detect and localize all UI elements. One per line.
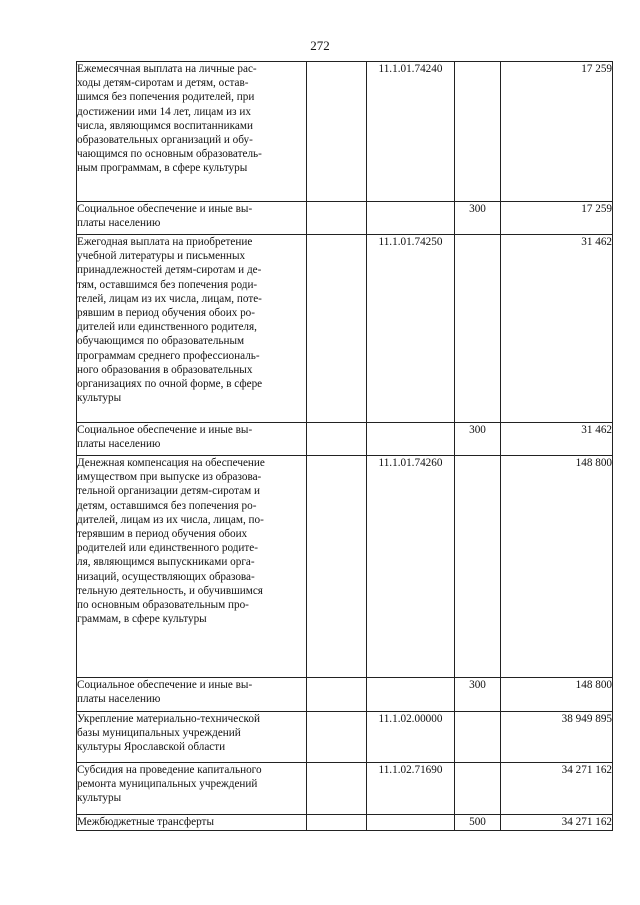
name-line: платы населению: [77, 693, 161, 706]
cell-blank: [307, 456, 367, 678]
table-row: [77, 678, 613, 712]
cell-blank: [307, 423, 367, 456]
table-row: [77, 62, 613, 202]
cell-name: [77, 235, 307, 423]
cell-name: [77, 423, 307, 456]
cell-expense-type: [455, 456, 501, 678]
cell-amount: 31 462: [501, 235, 613, 423]
name-line: ходы детям-сиротам и детям, остав-: [77, 77, 249, 90]
name-line: граммам, в сфере культуры: [77, 613, 207, 626]
cell-name: [77, 678, 307, 712]
cell-amount: 148 800: [501, 456, 613, 678]
cell-amount: 17 259: [501, 62, 613, 202]
name-line: платы населению: [77, 438, 161, 451]
cell-name: [77, 202, 307, 235]
name-line: программам среднего профессиональ-: [77, 349, 260, 362]
cell-expense-type: 500: [455, 815, 501, 831]
cell-expense-type: [455, 62, 501, 202]
cell-amount: 38 949 895: [501, 712, 613, 763]
name-line: ным программам, в сфере культуры: [77, 162, 248, 175]
name-line: тельную деятельность, и обучившимся: [77, 584, 263, 597]
cell-blank: [307, 62, 367, 202]
cell-blank: [307, 678, 367, 712]
name-line: детям, оставшимся без попечения ро-: [77, 499, 257, 512]
name-line: низаций, осуществляющих образова-: [77, 570, 255, 583]
name-line: чающимся по основным образователь-: [77, 148, 262, 161]
name-line: Социальное обеспечение и иные вы-: [77, 424, 253, 436]
name-line: принадлежностей детям-сиротам и де-: [77, 264, 262, 277]
cell-expense-type: 300: [455, 423, 501, 456]
name-line: телей, лицам из их числа, лицам, поте-: [77, 292, 262, 305]
name-line: культуры: [77, 392, 122, 405]
name-line: платы населению: [77, 217, 161, 230]
cell-amount: 34 271 162: [501, 815, 613, 831]
name-line: культуры Ярославской области: [77, 741, 226, 754]
name-line: тям, оставшимся без попечения роди-: [77, 278, 258, 291]
cell-name: [77, 62, 307, 202]
name-line: Ежемесячная выплата на личные рас-: [77, 63, 257, 75]
cell-expense-type: 300: [455, 202, 501, 235]
budget-table: [76, 61, 613, 831]
cell-code: 11.1.02.00000: [367, 712, 455, 763]
name-line: ля, являющимся выпускниками орга-: [77, 556, 255, 569]
cell-expense-type: [455, 235, 501, 423]
cell-name: [77, 456, 307, 678]
cell-code: [367, 678, 455, 712]
cell-expense-type: [455, 763, 501, 815]
table-row: [77, 235, 613, 423]
name-line: Денежная компенсация на обеспечение: [77, 457, 265, 469]
name-line: обучающимся по образовательным: [77, 335, 245, 348]
name-line: достижении ими 14 лет, лицам из их: [77, 105, 251, 118]
name-line: по основным образовательным про-: [77, 599, 249, 612]
cell-code: [367, 423, 455, 456]
cell-code: 11.1.01.74260: [367, 456, 455, 678]
cell-blank: [307, 815, 367, 831]
name-line: Межбюджетные трансферты: [77, 816, 214, 828]
cell-amount: 34 271 162: [501, 763, 613, 815]
cell-blank: [307, 202, 367, 235]
name-line: шимся без попечения родителей, при: [77, 91, 255, 104]
cell-code: 11.1.01.74250: [367, 235, 455, 423]
name-line: дителей, лицам из их числа, лицам, по-: [77, 513, 264, 526]
table-row: [77, 202, 613, 235]
name-line: числа, являющимся воспитанниками: [77, 119, 253, 132]
cell-blank: [307, 712, 367, 763]
name-line: базы муниципальных учреждений: [77, 727, 241, 740]
name-line: учебной литературы и письменных: [77, 250, 246, 263]
cell-amount: 31 462: [501, 423, 613, 456]
name-line: терявшим в период обучения обоих: [77, 528, 248, 541]
name-line: Социальное обеспечение и иные вы-: [77, 203, 253, 215]
table-row: [77, 456, 613, 678]
cell-name: [77, 712, 307, 763]
name-line: имуществом при выпуске из образова-: [77, 471, 262, 484]
table-row: [77, 763, 613, 815]
name-line: тельной организации детям-сиротам и: [77, 485, 260, 498]
name-line: Социальное обеспечение и иные вы-: [77, 679, 253, 691]
table-row: [77, 712, 613, 763]
cell-blank: [307, 763, 367, 815]
name-line: Субсидия на проведение капитального: [77, 764, 262, 776]
cell-name: [77, 815, 307, 831]
cell-name: [77, 763, 307, 815]
name-line: Укрепление материально-технической: [77, 713, 260, 725]
name-line: дителей или единственного родителя,: [77, 321, 257, 334]
cell-code: [367, 202, 455, 235]
table-row: [77, 815, 613, 831]
name-line: культуры: [77, 792, 122, 805]
name-line: ремонта муниципальных учреждений: [77, 778, 258, 791]
name-line: образовательных организаций и обу-: [77, 134, 253, 147]
name-line: родителей или единственного родите-: [77, 542, 258, 555]
name-line: рявшим в период обучения обоих ро-: [77, 307, 256, 320]
cell-code: 11.1.01.74240: [367, 62, 455, 202]
cell-expense-type: 300: [455, 678, 501, 712]
cell-amount: 148 800: [501, 678, 613, 712]
name-line: организациях по очной форме, в сфере: [77, 378, 263, 391]
page-number: 272: [310, 38, 330, 53]
cell-code: [367, 815, 455, 831]
cell-blank: [307, 235, 367, 423]
cell-code: 11.1.02.71690: [367, 763, 455, 815]
name-line: Ежегодная выплата на приобретение: [77, 236, 253, 248]
cell-expense-type: [455, 712, 501, 763]
name-line: ного образования в образовательных: [77, 363, 253, 376]
table-row: [77, 423, 613, 456]
cell-amount: 17 259: [501, 202, 613, 235]
